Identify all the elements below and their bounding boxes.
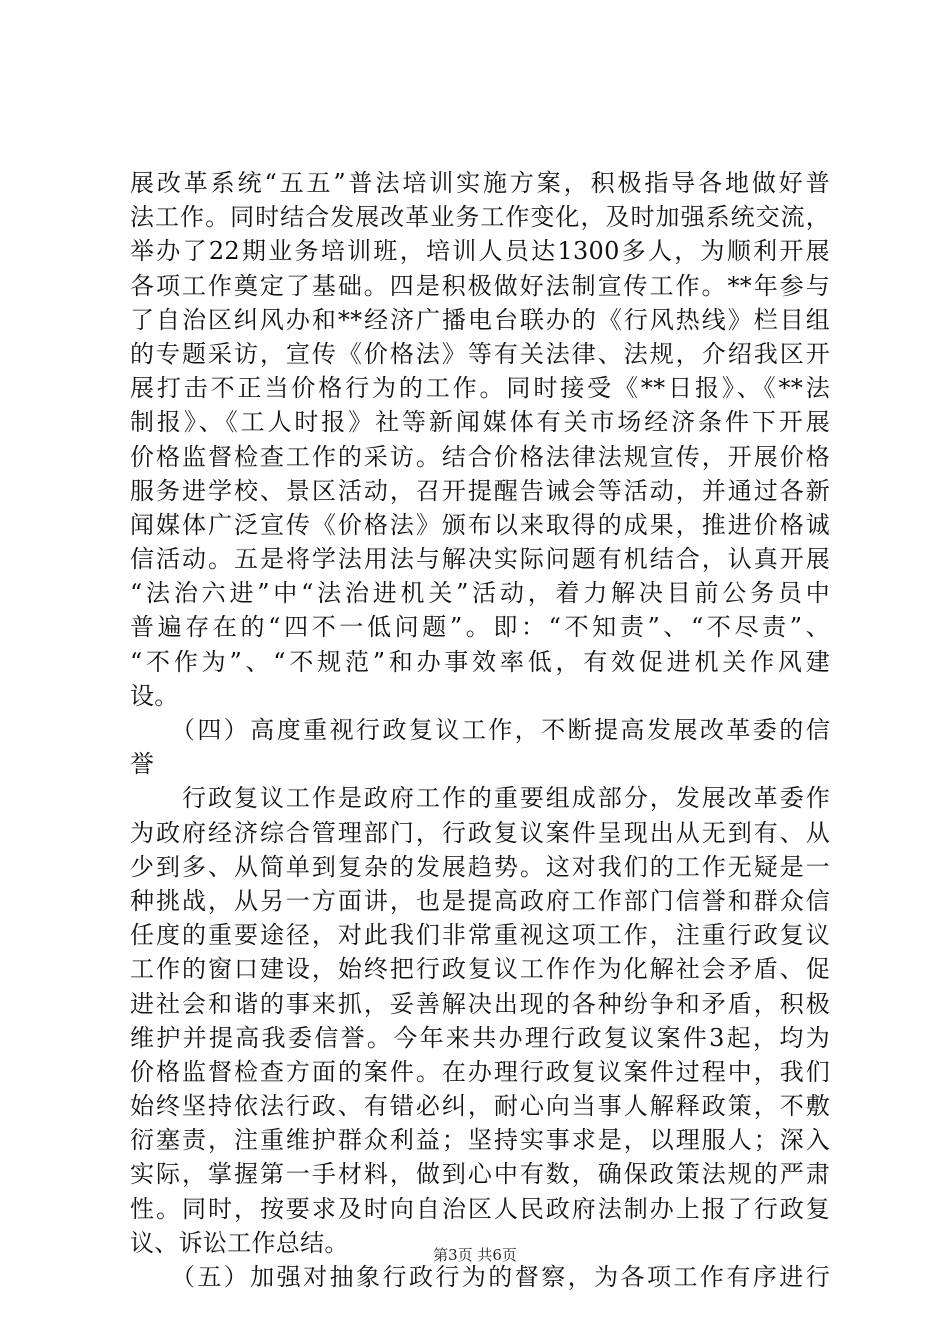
page-footer: 第3页 共6页 — [433, 1246, 517, 1264]
section-heading-line: 誉 — [130, 750, 155, 779]
text-line: 价格监督检查方面的案件。在办理行政复议案件过程中，我们 — [130, 1057, 830, 1086]
text-line: 维护并提高我委信誉。今年来共办理行政复议案件3起，均为 — [130, 1023, 830, 1052]
text-line: 工作的窗口建设，始终把行政复议工作作为化解社会矛盾、促 — [130, 955, 830, 984]
text-line: 了自治区纠风办和**经济广播电台联办的《行风热线》栏目组 — [130, 305, 830, 334]
section-heading-line: （五）加强对抽象行政行为的督察，为各项工作有序进行 — [130, 1263, 830, 1291]
text-line: 衍塞责，注重维护群众利益；坚持实事求是，以理服人；深入 — [130, 1126, 830, 1155]
text-line: 少到多、从简单到复杂的发展趋势。这对我们的工作无疑是一 — [130, 852, 830, 881]
text-line: 举办了22期业务培训班，培训人员达1300多人，为顺利开展 — [130, 237, 830, 266]
text-line: 展改革系统“五五”普法培训实施方案，积极指导各地做好普 — [130, 169, 830, 197]
text-line: 始终坚持依法行政、有错必纠，耐心向当事人解释政策，不敷 — [130, 1092, 830, 1121]
text-line: “不作为”、“不规范”和办事效率低，有效促进机关作风建 — [130, 647, 830, 676]
text-line: 展打击不正当价格行为的工作。同时接受《**日报》、《**法 — [130, 374, 830, 403]
text-line: 服务进学校、景区活动，召开提醒告诫会等活动，并通过各新 — [130, 476, 830, 505]
text-line: 种挑战，从另一方面讲，也是提高政府工作部门信誉和群众信 — [130, 886, 830, 915]
text-line: 性。同时，按要求及时向自治区人民政府法制办上报了行政复 — [130, 1194, 830, 1223]
text-line: 闻媒体广泛宣传《价格法》颁布以来取得的成果，推进价格诚 — [130, 510, 830, 539]
text-line: 行政复议工作是政府工作的重要组成部分，发展改革委作 — [130, 784, 830, 813]
text-line: 信活动。五是将学法用法与解决实际问题有机结合，认真开展 — [130, 545, 830, 574]
text-line: 任度的重要途径，对此我们非常重视这项工作，注重行政复议 — [130, 921, 830, 950]
text-line: 各项工作奠定了基础。四是积极做好法制宣传工作。**年参与 — [130, 271, 830, 300]
text-line: 设。 — [130, 681, 179, 710]
text-line: 法工作。同时结合发展改革业务工作变化，及时加强系统交流， — [130, 203, 830, 232]
body-text — [130, 166, 830, 1294]
text-line: “法治六进”中“法治进机关”活动，着力解决目前公务员中 — [130, 579, 830, 608]
text-line: 普遍存在的“四不一低问题”。即：“不知责”、“不尽责”、 — [130, 613, 830, 642]
text-line: 为政府经济综合管理部门，行政复议案件呈现出从无到有、从 — [130, 818, 830, 847]
text-line: 议、诉讼工作总结。 — [130, 1228, 349, 1257]
text-line: 的专题采访，宣传《价格法》等有关法律、法规，介绍我区开 — [130, 339, 830, 368]
text-line: 价格监督检查工作的采访。结合价格法律法规宣传，开展价格 — [130, 442, 830, 471]
text-line: 进社会和谐的事来抓，妥善解决出现的各种纷争和矛盾，积极 — [130, 989, 830, 1018]
text-line: 实际，掌握第一手材料，做到心中有数，确保政策法规的严肃 — [130, 1160, 830, 1189]
section-heading-line: （四）高度重视行政复议工作，不断提高发展改革委的信 — [130, 716, 830, 744]
text-line: 制报》、《工人时报》社等新闻媒体有关市场经济条件下开展 — [130, 408, 830, 437]
